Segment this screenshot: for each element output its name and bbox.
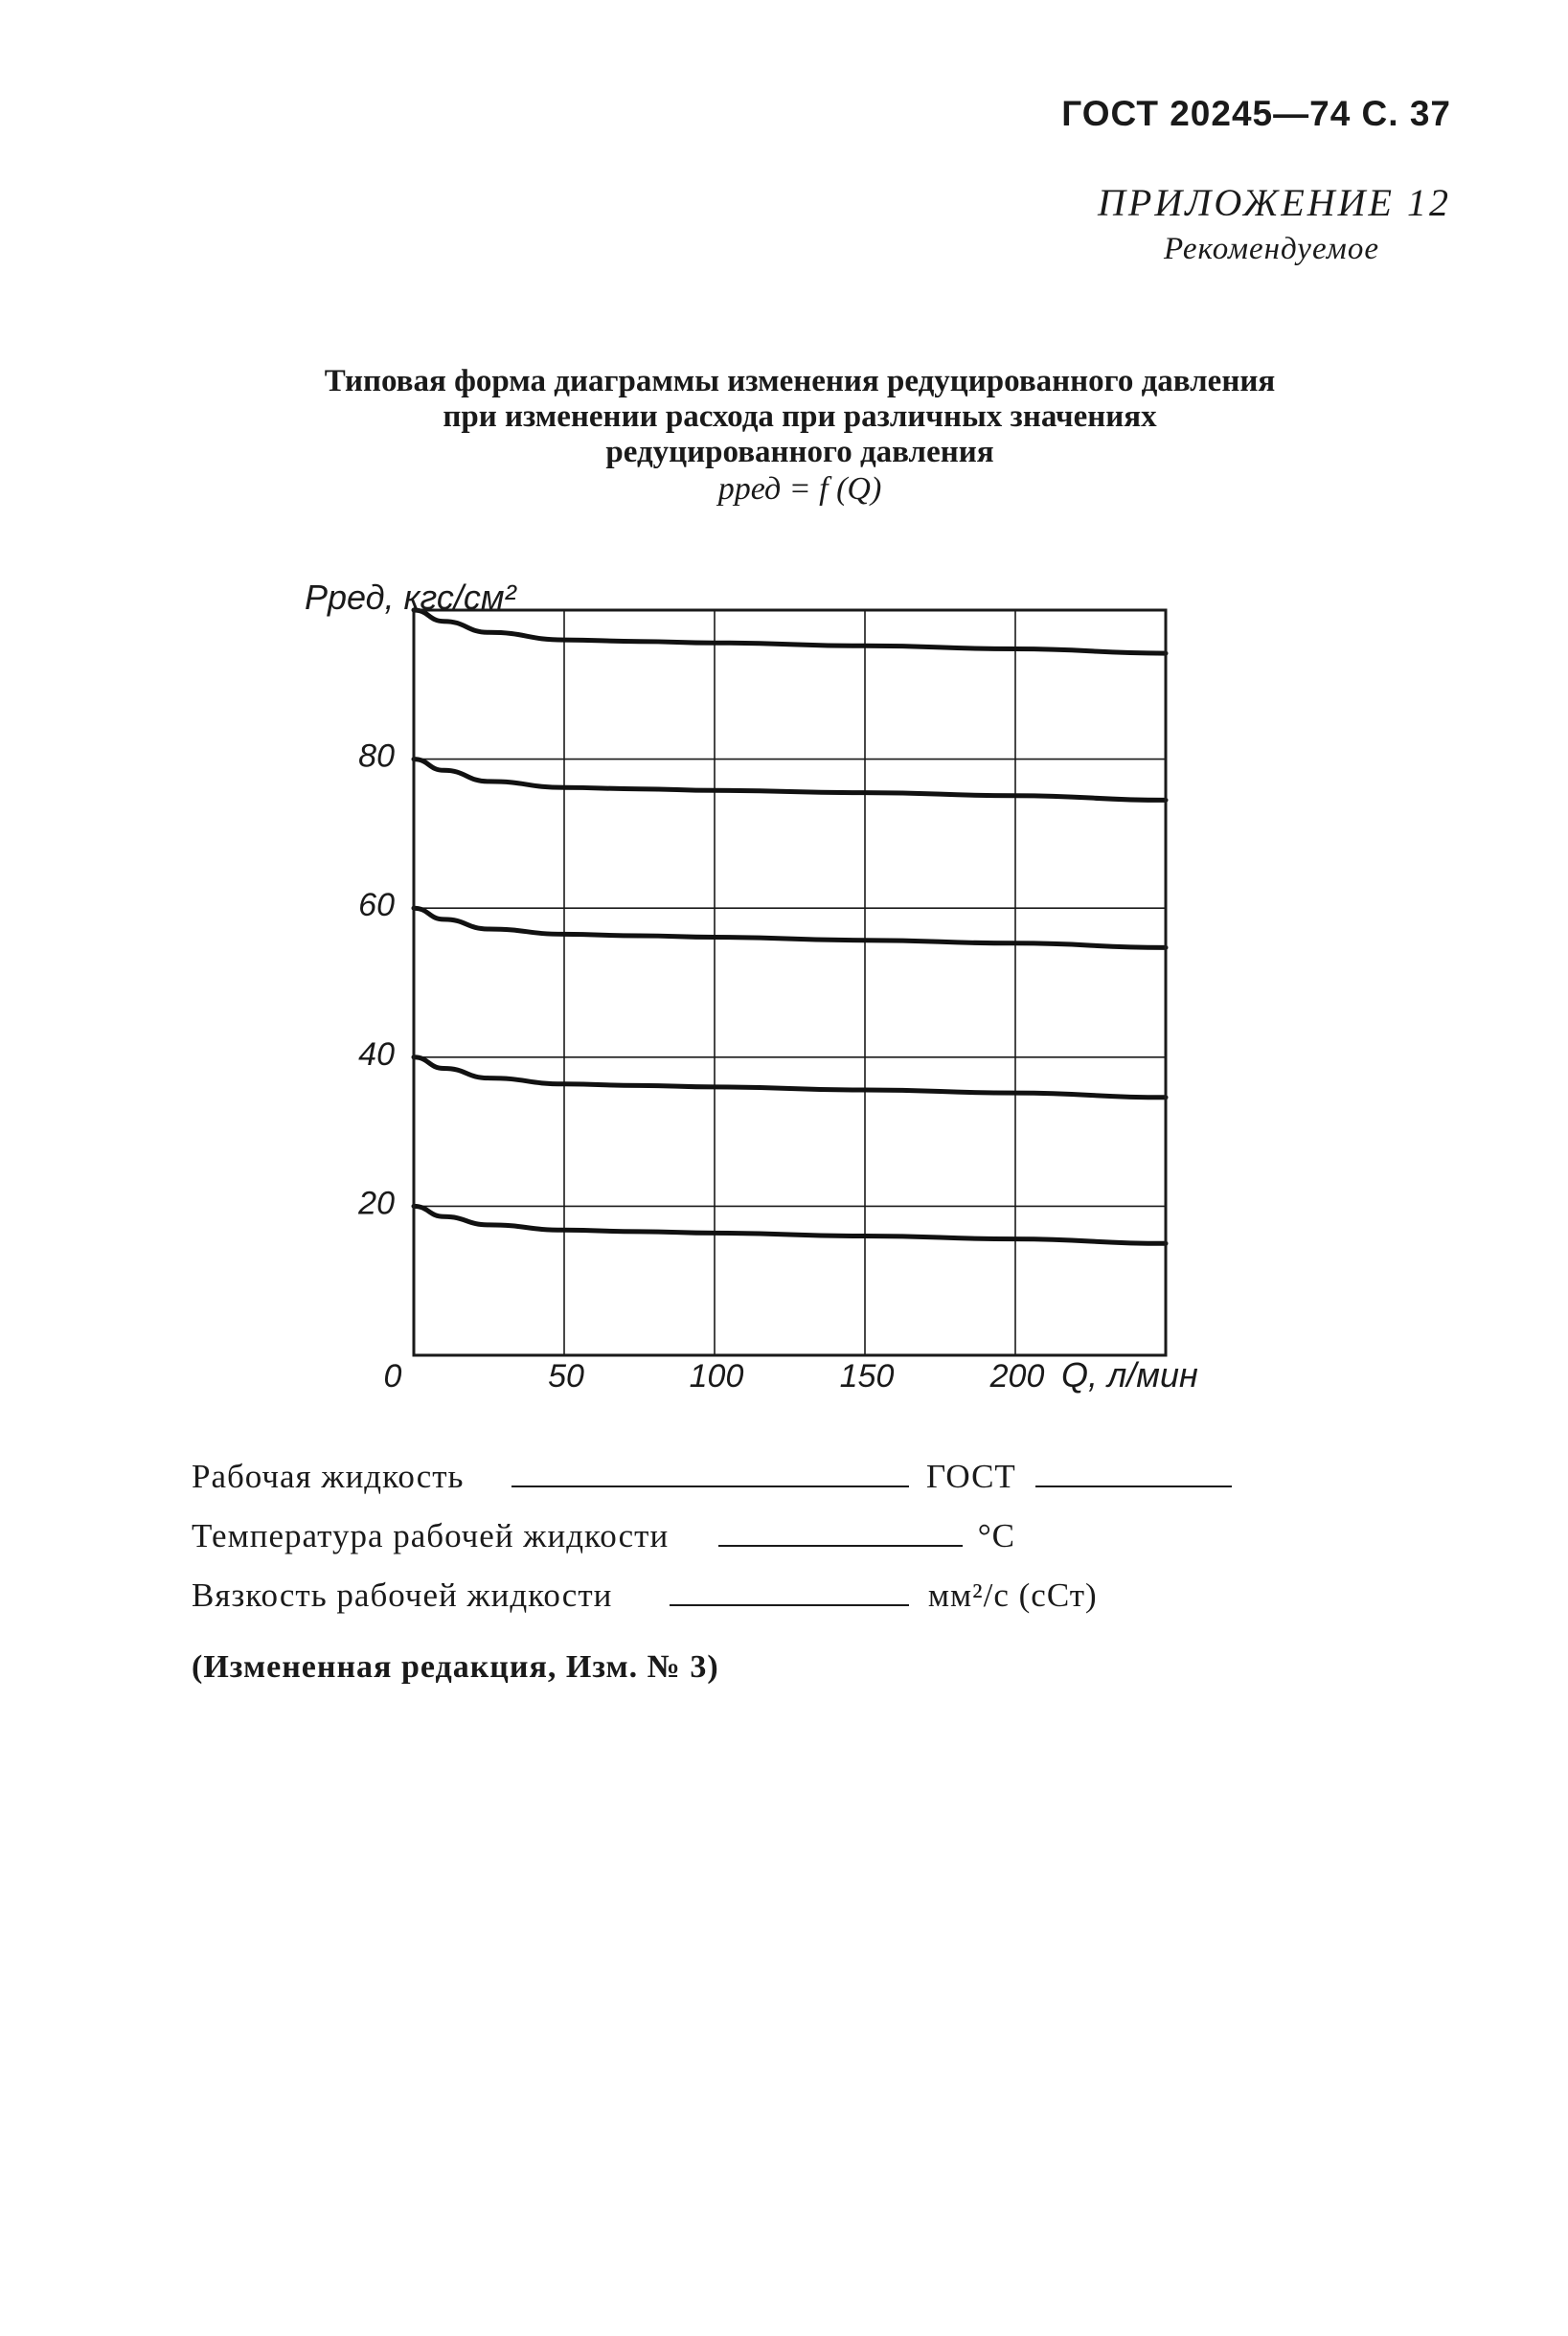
page-header: ГОСТ 20245—74 С. 37 — [1061, 94, 1451, 133]
amendment-note: (Измененная редакция, Изм. № 3) — [192, 1649, 719, 1685]
field-temperature-unit: °C — [977, 1517, 1016, 1554]
field-viscosity-unit: мм²/с (сСт) — [927, 1576, 1098, 1614]
tick-labels — [357, 738, 1044, 1395]
field-viscosity-label: Вязкость рабочей жидкости — [192, 1576, 613, 1614]
x-tick-label: 150 — [839, 1358, 895, 1395]
series-line-2 — [414, 760, 1166, 801]
series-line-4 — [414, 1057, 1166, 1098]
field-fluid-blank[interactable] — [511, 1485, 909, 1487]
field-fluid-gost: ГОСТ — [926, 1458, 1016, 1495]
field-gost-blank[interactable] — [1035, 1485, 1232, 1487]
series-line-5 — [414, 1206, 1166, 1243]
chart-title-line-3: редуцированного давления — [605, 435, 994, 469]
formula: pред = f (Q) — [717, 471, 882, 507]
y-tick-label: 20 — [358, 1185, 395, 1222]
field-viscosity-blank[interactable] — [670, 1603, 909, 1606]
chart-title-line-1: Типовая форма диаграммы изменения редуцированного давления — [324, 364, 1276, 398]
appendix-title: ПРИЛОЖЕНИЕ 12 — [1098, 181, 1451, 224]
chart — [0, 556, 1568, 1417]
chart-title-line-2: при изменении расхода при различных значениях — [443, 399, 1157, 434]
y-tick-label: 80 — [358, 737, 395, 775]
series-line-1 — [414, 610, 1166, 653]
series-group — [414, 610, 1166, 1243]
y-tick-label: 40 — [358, 1035, 395, 1073]
x-axis-label: Q, л/мин — [1061, 1355, 1198, 1395]
y-axis-label: Pред, кгс/см² — [305, 578, 516, 617]
field-fluid — [192, 1458, 1232, 1496]
series-line-3 — [414, 908, 1166, 947]
appendix-subtitle: Рекомендуемое — [1163, 232, 1379, 266]
x-tick-label: 200 — [989, 1358, 1045, 1395]
field-viscosity — [192, 1576, 1098, 1615]
field-fluid-label: Рабочая жидкость — [192, 1458, 465, 1495]
x-tick-label: 100 — [689, 1358, 744, 1395]
x-tick-label: 50 — [548, 1358, 584, 1395]
y-tick-label: 60 — [358, 887, 395, 924]
x-tick-label: 0 — [383, 1358, 402, 1395]
grid — [414, 610, 1166, 1355]
chart-title — [172, 364, 1427, 470]
field-temperature — [192, 1517, 1015, 1555]
field-temperature-blank[interactable] — [718, 1544, 963, 1547]
plot-frame — [414, 610, 1166, 1355]
field-temperature-label: Температура рабочей жидкости — [192, 1517, 670, 1554]
